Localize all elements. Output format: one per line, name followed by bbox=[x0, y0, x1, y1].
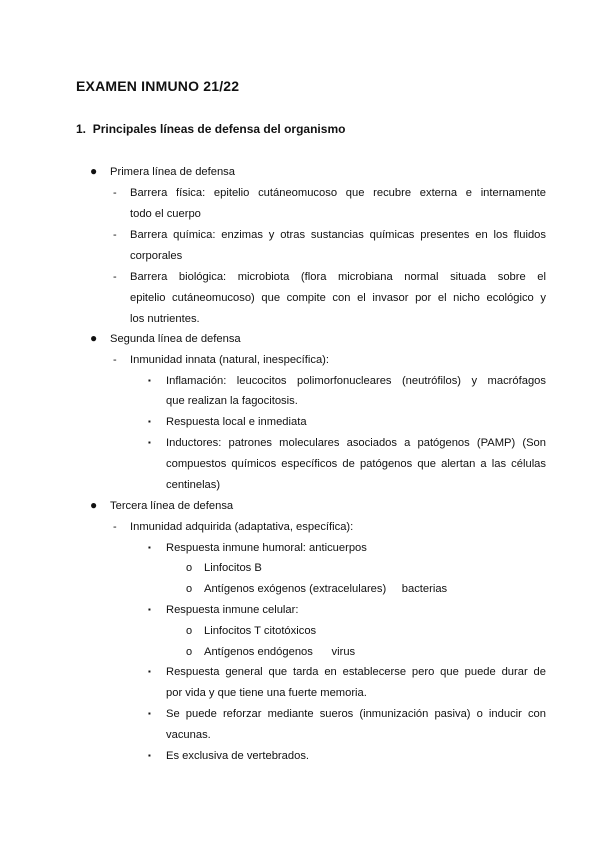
list-item-tercera-linea: Tercera línea de defensa bbox=[110, 500, 234, 512]
list-item-antigenos-exogenos: Antígenos exógenos (extracelulares) bacterias bbox=[204, 583, 448, 595]
circle-marker: o bbox=[186, 646, 193, 658]
list-item-barrera-quimica-cont: corporales bbox=[130, 250, 183, 262]
dash-marker: - bbox=[113, 521, 117, 533]
list-item-inductores: Inductores: patrones moleculares asociados a patógenos (PAMP) (Son bbox=[166, 437, 546, 449]
list-item-respuesta-celular: Respuesta inmune celular: bbox=[166, 604, 299, 616]
dash-marker: - bbox=[113, 187, 117, 199]
square-marker: ▪ bbox=[148, 376, 151, 385]
list-item-antigenos-endogenos: Antígenos endógenos virus bbox=[204, 646, 356, 658]
section-number: 1. bbox=[76, 122, 87, 136]
list-item-linfocitos-t: Linfocitos T citotóxicos bbox=[204, 625, 317, 637]
list-item-barrera-quimica: Barrera química: enzimas y otras sustancias químicas presentes en los fluidos bbox=[130, 229, 546, 241]
list-item-inflamacion-cont: que realizan la fagocitosis. bbox=[166, 395, 298, 407]
square-marker: ▪ bbox=[148, 438, 151, 447]
list-item-inductores-cont: compuestos químicos específicos de patógenos que alertan a las células bbox=[166, 458, 546, 470]
list-item-inmunidad-innata: Inmunidad innata (natural, inespecífica): bbox=[130, 354, 330, 366]
list-item-segunda-linea: Segunda línea de defensa bbox=[110, 333, 241, 345]
square-marker: ▪ bbox=[148, 667, 151, 676]
square-marker: ▪ bbox=[148, 417, 151, 426]
list-item-respuesta-humoral: Respuesta inmune humoral: anticuerpos bbox=[166, 542, 367, 554]
list-item-inmunidad-adquirida: Inmunidad adquirida (adaptativa, específica): bbox=[130, 521, 354, 533]
list-item-linfocitos-b: Linfocitos B bbox=[204, 562, 262, 574]
section-title-text: Principales líneas de defensa del organismo bbox=[92, 122, 346, 136]
square-marker: ▪ bbox=[148, 709, 151, 718]
list-item-reforzar-sueros-cont: vacunas. bbox=[166, 729, 211, 741]
square-marker: ▪ bbox=[148, 751, 151, 760]
list-item-barrera-biologica-cont2: los nutrientes. bbox=[130, 313, 200, 325]
list-item-barrera-fisica: Barrera física: epitelio cutáneomucoso que recubre externa e internamente bbox=[130, 187, 546, 199]
dash-marker: - bbox=[113, 354, 117, 366]
document-title: EXAMEN INMUNO 21/22 bbox=[76, 78, 240, 94]
circle-marker: o bbox=[186, 625, 193, 637]
list-item-inflamacion: Inflamación: leucocitos polimorfonucleares (neutrófilos) y macrófagos bbox=[166, 375, 546, 387]
list-item-exclusiva-vertebrados: Es exclusiva de vertebrados. bbox=[166, 750, 310, 762]
bullet-marker: ● bbox=[90, 331, 98, 345]
dash-marker: - bbox=[113, 229, 117, 241]
list-item-respuesta-local: Respuesta local e inmediata bbox=[166, 416, 307, 428]
bullet-marker: ● bbox=[90, 164, 98, 178]
circle-marker: o bbox=[186, 583, 193, 595]
square-marker: ▪ bbox=[148, 605, 151, 614]
list-item-barrera-biologica-cont: epitelio cutáneomucoso) que compite con el invasor por el nicho ecológico y bbox=[130, 292, 546, 304]
dash-marker: - bbox=[113, 271, 117, 283]
list-item-inductores-cont2: centinelas) bbox=[166, 479, 221, 491]
list-item-reforzar-sueros: Se puede reforzar mediante sueros (inmunización pasiva) o inducir con bbox=[166, 708, 546, 720]
list-item-respuesta-general: Respuesta general que tarda en establecerse pero que puede durar de bbox=[166, 666, 546, 678]
list-item-barrera-fisica-cont: todo el cuerpo bbox=[130, 208, 201, 220]
list-item-primera-linea: Primera línea de defensa bbox=[110, 166, 236, 178]
bullet-marker: ● bbox=[90, 498, 98, 512]
list-item-respuesta-general-cont: por vida y que tiene una fuerte memoria. bbox=[166, 687, 367, 699]
section-heading bbox=[76, 122, 345, 136]
circle-marker: o bbox=[186, 562, 193, 574]
square-marker: ▪ bbox=[148, 543, 151, 552]
list-item-barrera-biologica: Barrera biológica: microbiota (flora microbiana normal situada sobre el bbox=[130, 271, 546, 283]
